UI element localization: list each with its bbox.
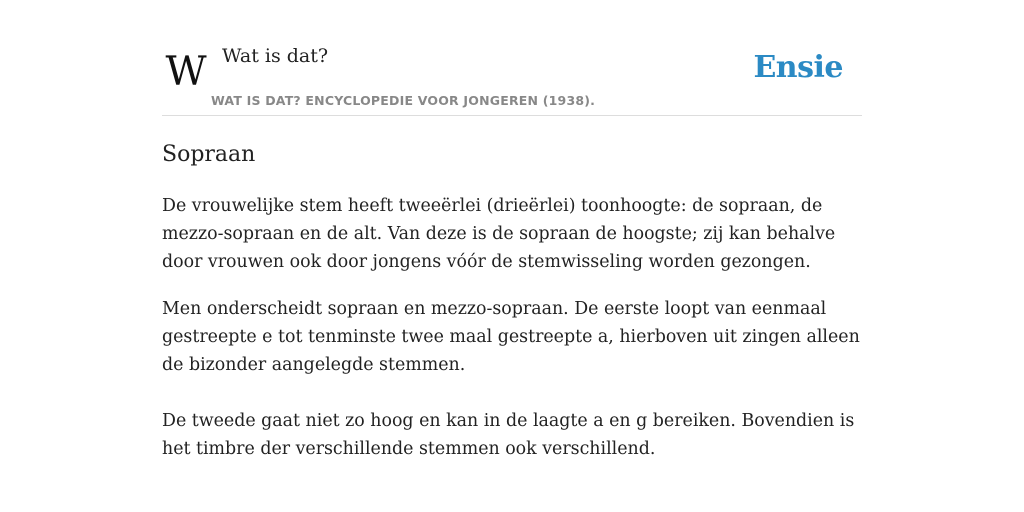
svg-text:W: W xyxy=(165,52,207,90)
article xyxy=(162,140,862,459)
article-paragraph: De vrouwelijke stem heeft tweeërlei (drieërlei) toonhoogte: de sopraan, de mezzo-sopraan en de alt. Van deze is de sopraan de hoogste; zij kan behalve door vrouwen ook door jongens vóór de stemwisseling worden gezongen. xyxy=(162,196,836,272)
site-subtitle: WAT IS DAT? ENCYCLOPEDIE VOOR JONGEREN (1938). xyxy=(211,93,596,108)
article-paragraph: Men onderscheidt sopraan en mezzo-sopraan. De eerste loopt van eenmaal gestreepte e tot tenminste twee maal gestreepte a, hierboven uit zingen alleen de bizonder aangelegde stemmen. De tweede gaat niet zo hoog en kan in de laagte a en g bereiken. Bovendien is het timbre der verschillende stemmen ook verschillend. xyxy=(162,299,860,459)
site-header xyxy=(162,0,862,116)
brand-link[interactable]: Ensie xyxy=(753,50,843,85)
article-title: Sopraan xyxy=(162,142,256,167)
page-container xyxy=(162,0,862,459)
site-title[interactable]: Wat is dat? xyxy=(222,45,329,67)
wikipedia-w-icon[interactable] xyxy=(164,52,208,90)
